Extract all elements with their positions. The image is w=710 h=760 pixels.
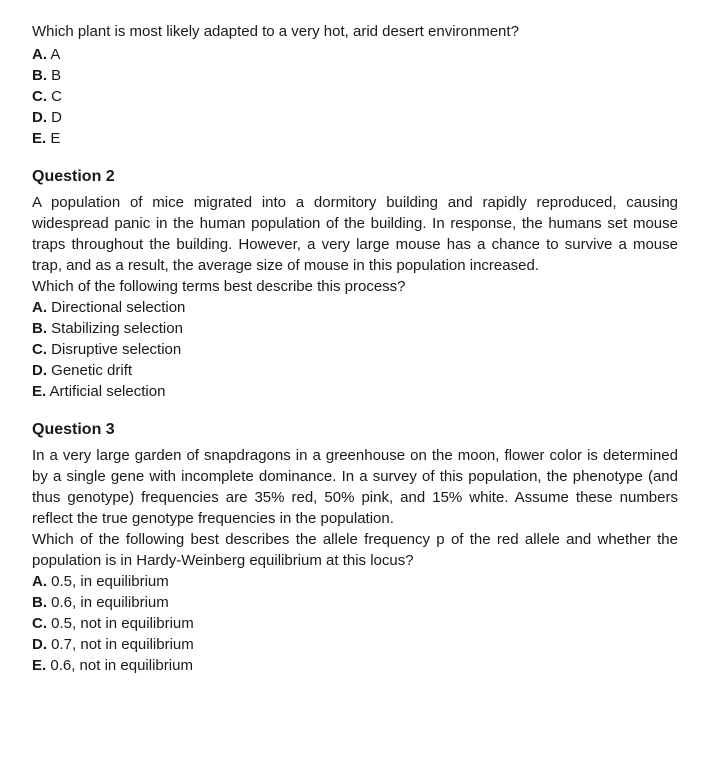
- option-text: 0.5, in equilibrium: [51, 573, 169, 590]
- option-text: Directional selection: [51, 299, 186, 316]
- question-2-heading: Question 2: [32, 168, 115, 185]
- question-2-stem: Which of the following terms best describe this process?: [32, 278, 406, 295]
- question-1-options: [32, 44, 678, 149]
- option-text: C: [51, 88, 63, 105]
- option-letter: C.: [32, 615, 47, 632]
- question-3-options: [32, 571, 678, 676]
- question-3-heading: Question 3: [32, 421, 115, 438]
- option-text: 0.7, not in equilibrium: [51, 636, 194, 653]
- option-letter: A.: [32, 46, 47, 63]
- option-letter: B.: [32, 320, 47, 337]
- option-text: 0.6, in equilibrium: [51, 594, 169, 611]
- option-d[interactable]: [32, 107, 678, 128]
- option-c[interactable]: [32, 613, 678, 634]
- option-b[interactable]: [32, 318, 678, 339]
- option-text: 0.6, not in equilibrium: [50, 657, 193, 674]
- option-text: Artificial selection: [49, 383, 166, 400]
- question-3-passage: In a very large garden of snapdragons in a greenhouse on the moon, flower color is determined by a single gene with incomplete dominance. In a survey of this population, the phenotype (and thus genotype) frequencies are 35% red, 50% pink, and 15% white. Assume these numbers reflect the true genotype frequencies in the population.: [32, 447, 678, 527]
- option-letter: D.: [32, 109, 47, 126]
- option-d[interactable]: [32, 634, 678, 655]
- option-letter: A.: [32, 573, 47, 590]
- option-c[interactable]: [32, 86, 678, 107]
- option-text: 0.5, not in equilibrium: [51, 615, 194, 632]
- option-letter: C.: [32, 341, 47, 358]
- question-2-options: [32, 297, 678, 402]
- option-text: B: [51, 67, 62, 84]
- question-3: [32, 419, 678, 676]
- question-2: [32, 166, 678, 402]
- option-letter: B.: [32, 67, 47, 84]
- option-e[interactable]: [32, 655, 678, 676]
- option-e[interactable]: [32, 381, 678, 402]
- option-letter: D.: [32, 636, 47, 653]
- question-1-stem: Which plant is most likely adapted to a very hot, arid desert environment?: [32, 23, 519, 40]
- option-text: Stabilizing selection: [51, 320, 183, 337]
- option-letter: C.: [32, 88, 47, 105]
- question-3-stem: Which of the following best describes the allele frequency p of the red allele and whether the population is in Hardy-Weinberg equilibrium at this locus?: [32, 531, 678, 569]
- option-text: Genetic drift: [51, 362, 133, 379]
- option-letter: B.: [32, 594, 47, 611]
- question-1: [32, 21, 678, 149]
- option-letter: E.: [32, 130, 47, 147]
- option-b[interactable]: [32, 65, 678, 86]
- option-d[interactable]: [32, 360, 678, 381]
- option-letter: D.: [32, 362, 47, 379]
- option-a[interactable]: [32, 571, 678, 592]
- option-a[interactable]: [32, 297, 678, 318]
- option-b[interactable]: [32, 592, 678, 613]
- option-text: E: [50, 130, 61, 147]
- option-text: A: [50, 46, 61, 63]
- option-letter: A.: [32, 299, 47, 316]
- option-c[interactable]: [32, 339, 678, 360]
- option-a[interactable]: [32, 44, 678, 65]
- option-text: Disruptive selection: [51, 341, 182, 358]
- option-text: D: [51, 109, 63, 126]
- option-letter: E.: [32, 657, 47, 674]
- question-2-passage: A population of mice migrated into a dormitory building and rapidly reproduced, causing widespread panic in the human population of the building. In response, the humans set mouse traps throughout the building. However, a very large mouse has a chance to survive a mouse trap, and as a result, the average size of mouse in this population increased.: [32, 194, 678, 274]
- option-letter: E.: [32, 383, 47, 400]
- option-e[interactable]: [32, 128, 678, 149]
